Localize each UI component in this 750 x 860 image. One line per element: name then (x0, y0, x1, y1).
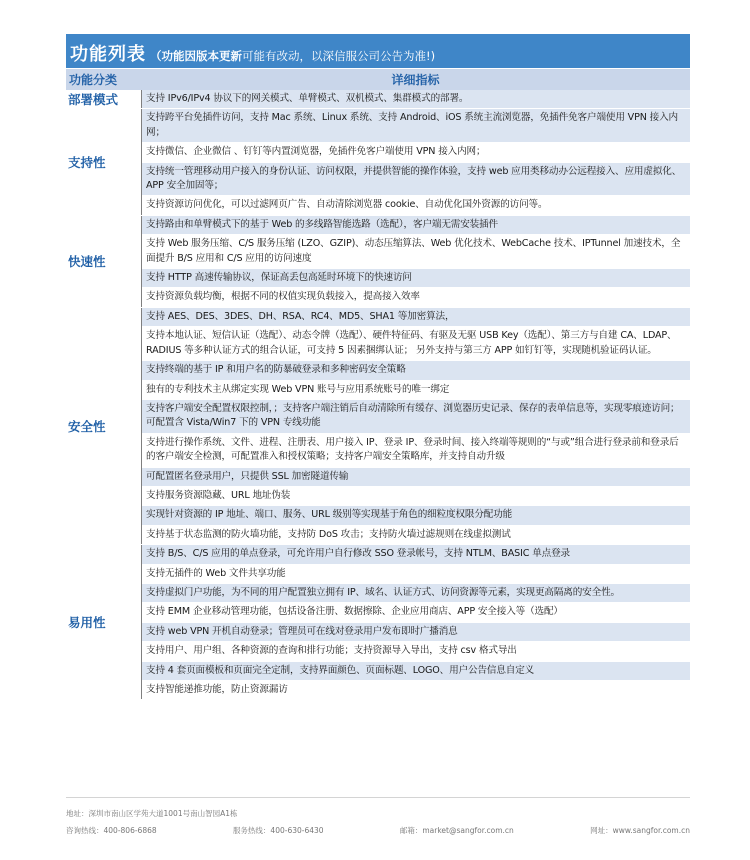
table-row: 支持无插件的 Web 文件共享功能 (142, 565, 690, 584)
category-label: 部署模式 (66, 90, 141, 108)
detail-list (141, 90, 690, 108)
detail-list (141, 109, 690, 214)
table-row: 支持路由和单臂模式下的基于 Web 的多线路智能选路（选配），客户端无需安装插件 (142, 216, 690, 235)
table-group (66, 545, 690, 700)
table-row: 支持 B/S、C/S 应用的单点登录，可允许用户自行修改 SSO 登录帐号，支持 NTLM、BASIC 单点登录 (142, 545, 690, 564)
footer-consult-hotline: 咨询热线：400-806-6868 (66, 826, 157, 835)
table-row: 支持用户、用户组、各种资源的查询和排行功能；支持资源导入导出，支持 csv 格式导出 (142, 642, 690, 661)
page-title: 功能列表 (70, 44, 146, 65)
table-row: 支持微信、企业微信 、钉钉等内置浏览器，免插件免客户端使用 VPN 接入内网； (142, 143, 690, 162)
footer-email[interactable]: 邮箱：market@sangfor.com.cn (399, 826, 514, 835)
table-group (66, 109, 690, 215)
table-row: 支持 HTTP 高速传输协议，保证高丢包高延时环境下的快速访问 (142, 269, 690, 288)
table-group (66, 90, 690, 109)
table-row: 支持进行操作系统、文件、进程、注册表、用户接入 IP、登录 IP、登录时间、接入终端等规则的“与或”组合进行登录前和登录后的客户端安全检测，可配置准入和授权策略；支持客户端安全策略库，并支持自动升级 (142, 434, 690, 468)
table-row: 支持 Web 服务压缩、C/S 服务压缩 (LZO、GZIP)、动态压缩算法、Web 优化技术、WebCache 技术、IPTunnel 加速技术，全面提升 B/S 应用和 C/S 应用的访问速度 (142, 235, 690, 269)
detail-list (141, 216, 690, 307)
table-row: 支持服务资源隐藏、URL 地址伪装 (142, 487, 690, 506)
feature-table (66, 34, 690, 700)
table-row: 支持统一管理移动用户接入的身份认证、访问权限，并提供智能的操作体验，支持 web 应用类移动办公远程接入、应用虚拟化、APP 安全加固等； (142, 163, 690, 197)
detail-list (141, 545, 690, 699)
table-row: 支持 EMM 企业移动管理功能，包括设备注册、数据擦除、企业应用商店、APP 安全接入等（选配） (142, 603, 690, 622)
title-note-rest: 可能有改动，以深信服公司公告为准!) (242, 49, 436, 63)
detail-list (141, 308, 690, 544)
table-row: 可配置匿名登录用户，只提供 SSL 加密隧道传输 (142, 468, 690, 487)
table-row: 独有的专利技术主从绑定实现 Web VPN 账号与应用系统账号的唯一绑定 (142, 381, 690, 400)
table-group (66, 216, 690, 308)
table-row: 支持 AES、DES、3DES、DH、RSA、RC4、MD5、SHA1 等加密算法， (142, 308, 690, 327)
table-row: 支持终端的基于 IP 和用户名的防暴破登录和多种密码安全策略 (142, 361, 690, 380)
table-row: 支持资源访问优化，可以过滤网页广告、自动清除浏览器 cookie、自动优化国外资源的访问等。 (142, 196, 690, 214)
table-row: 支持智能递推功能，防止资源漏访 (142, 681, 690, 699)
column-header-detail: 详细指标 (391, 73, 440, 87)
table-row: 支持客户端安全配置权限控制，；支持客户端注销后自动清除所有缓存、浏览器历史记录、保存的表单信息等，实现零痕迹访问；可配置含 Vista/Win7 下的 VPN 专线功能 (142, 400, 690, 434)
table-row: 支持资源负载均衡，根据不同的权值实现负载接入，提高接入效率 (142, 288, 690, 306)
footer-contacts (66, 825, 690, 836)
title-bar (66, 34, 690, 68)
table-row: 实现针对资源的 IP 地址、端口、服务、URL 级别等实现基于角色的细粒度权限分配功能 (142, 506, 690, 525)
category-label: 快速性 (66, 216, 141, 307)
table-row: 支持基于状态监测的防火墙功能，支持防 DoS 攻击；支持防火墙过滤规则在线虚拟测试 (142, 526, 690, 544)
table-row: 支持跨平台免插件访问，支持 Mac 系统、Linux 系统、支持 Android、iOS 系统主流浏览器，免插件免客户端使用 VPN 接入内网； (142, 109, 690, 143)
table-body (66, 90, 690, 700)
table-row: 支持 IPv6/IPv4 协议下的网关模式、单臂模式、双机模式、集群模式的部署。 (142, 90, 690, 108)
footer-service-hotline: 服务热线：400-630-6430 (232, 826, 324, 835)
title-note (150, 48, 435, 64)
title-note-bold: （功能因版本更新 (150, 49, 242, 63)
table-row: 支持 4 套页面模板和页面完全定制，支持界面颜色、页面标题、LOGO、用户公告信息自定义 (142, 662, 690, 681)
category-label: 易用性 (66, 545, 141, 699)
category-label: 安全性 (66, 308, 141, 544)
table-group (66, 308, 690, 545)
footer-website[interactable]: 网址：www.sangfor.com.cn (590, 826, 690, 835)
column-header-row (66, 68, 690, 90)
category-label: 支持性 (66, 109, 141, 214)
table-row: 支持虚拟门户功能，为不同的用户配置独立拥有 IP、域名、认证方式、访问资源等元素，实现更高隔离的安全性。 (142, 584, 690, 603)
column-header-category: 功能分类 (69, 73, 118, 87)
footer-address: 地址：深圳市南山区学苑大道1001号南山智园A1栋 (66, 809, 238, 818)
table-row: 支持本地认证、短信认证（选配）、动态令牌（选配）、硬件特征码、有驱及无驱 USB Key（选配）、第三方与自建 CA、LDAP、RADIUS 等多种认证方式的组合认证，可支持 5 因素捆绑认证； 另外支持与第三方 APP 如钉钉等，实现随机验证码认证。 (142, 327, 690, 361)
table-row: 支持 web VPN 开机自动登录；管理员可在线对登录用户发布即时广播消息 (142, 623, 690, 642)
footer (66, 797, 690, 836)
